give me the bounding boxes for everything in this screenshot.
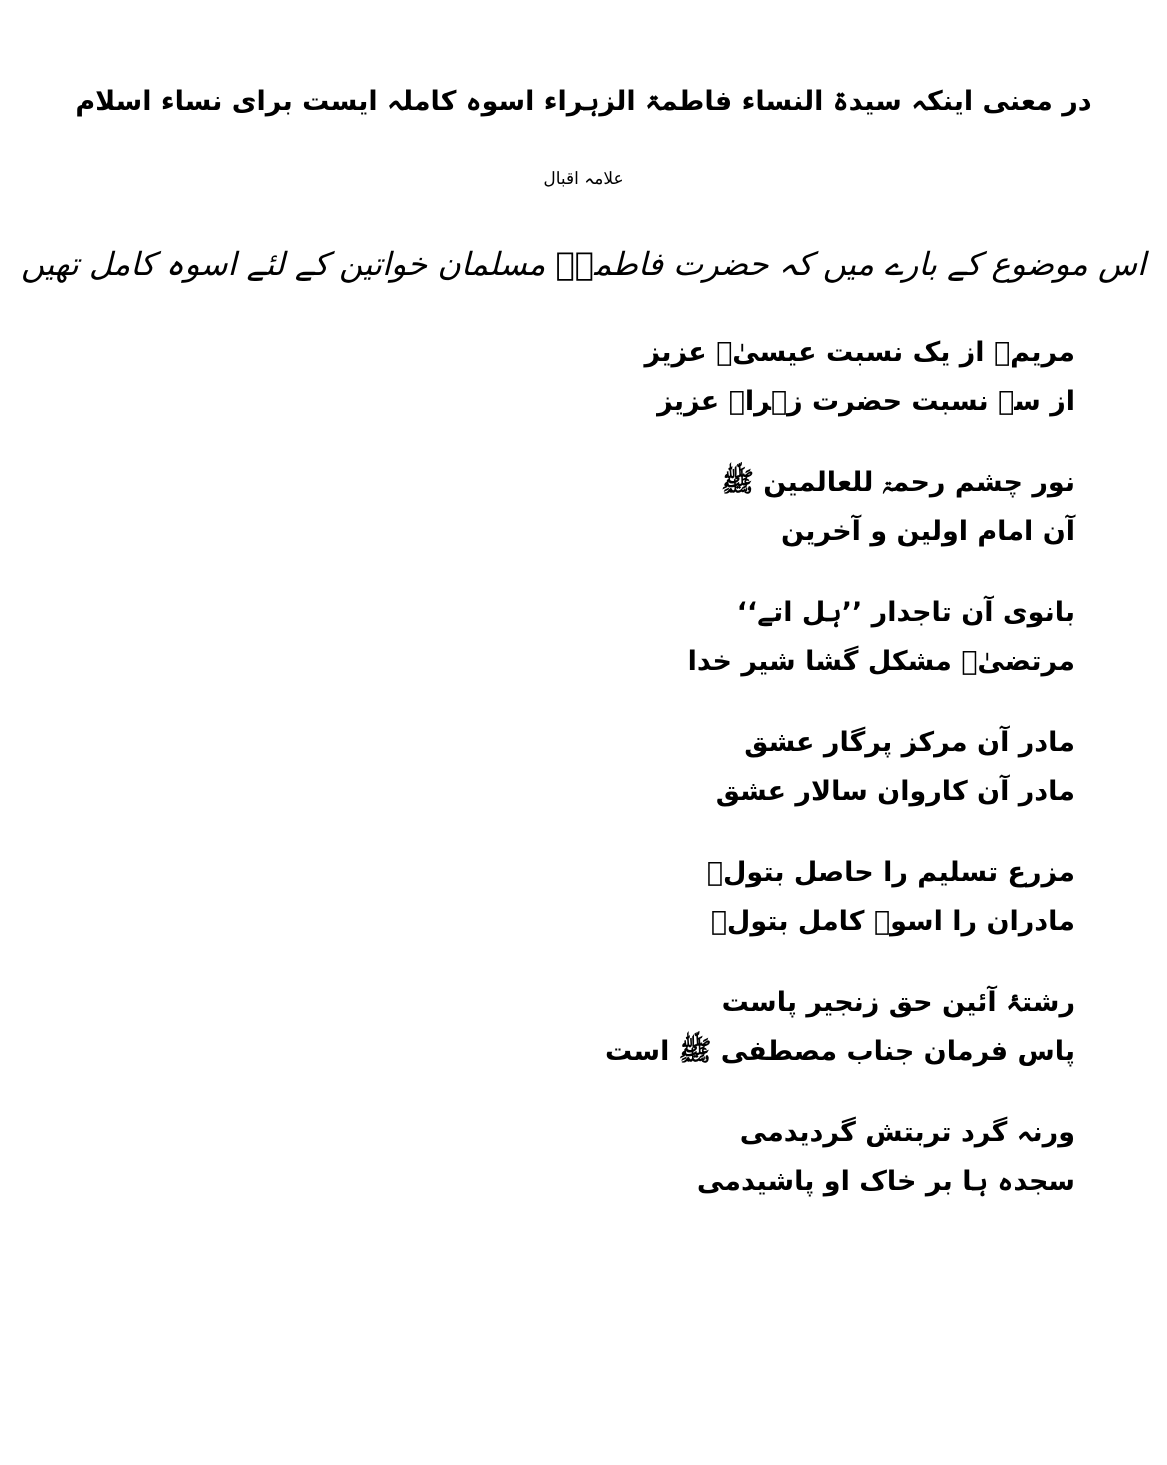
- couplet: [175, 848, 1075, 946]
- document-title: در معنی اینکہ سیدۃ النساء فاطمۃ الزہراء اسوہ کاملہ ایست برای نساء اسلام: [75, 86, 1092, 117]
- verse-line: مادران را اسوۂ کامل بتولؑ: [710, 906, 1075, 937]
- poem-body: [175, 328, 1075, 1238]
- verse-line: پاس فرمان جناب مصطفی ﷺ است: [604, 1036, 1075, 1067]
- verse-line: بانوی آن تاجدار ’’ہل اتے‘‘: [736, 597, 1075, 628]
- verse-line: سجدہ ہا بر خاک او پاشیدمی: [696, 1166, 1075, 1197]
- couplet: [175, 718, 1075, 816]
- verse-line: مادر آن کاروان سالار عشق: [715, 776, 1075, 807]
- verse-line: مرتضیٰؑ مشکل گشا شیر خدا: [687, 646, 1075, 677]
- couplet: [175, 588, 1075, 686]
- urdu-subtitle: اس موضوع کے بارے میں کہ حضرت فاطمہؓ مسلمان خواتین کے لئے اسوہ کامل تھیں: [21, 245, 1146, 283]
- couplet: [175, 458, 1075, 556]
- verse-line: مادر آن مرکز پرگار عشق: [744, 727, 1075, 758]
- verse-line: رشتۂ آئین حق زنجیر پاست: [721, 987, 1075, 1018]
- verse-line: مزرع تسلیم را حاصل بتولؑ: [706, 857, 1075, 888]
- couplet: [175, 978, 1075, 1076]
- verse-line: ورنہ گرد تربتش گردیدمی: [739, 1117, 1075, 1148]
- verse-line: مریمؑ از یک نسبت عیسیٰؑ عزیز: [644, 337, 1075, 368]
- couplet: [175, 328, 1075, 426]
- verse-line: نور چشم رحمۃ للعالمین ﷺ: [721, 467, 1075, 498]
- verse-line: آن امام اولین و آخرین: [780, 516, 1075, 547]
- verse-line: از سہ نسبت حضرت زہراؑ عزیز: [657, 386, 1075, 417]
- couplet: [175, 1108, 1075, 1206]
- author-name: علامہ اقبال: [543, 169, 624, 189]
